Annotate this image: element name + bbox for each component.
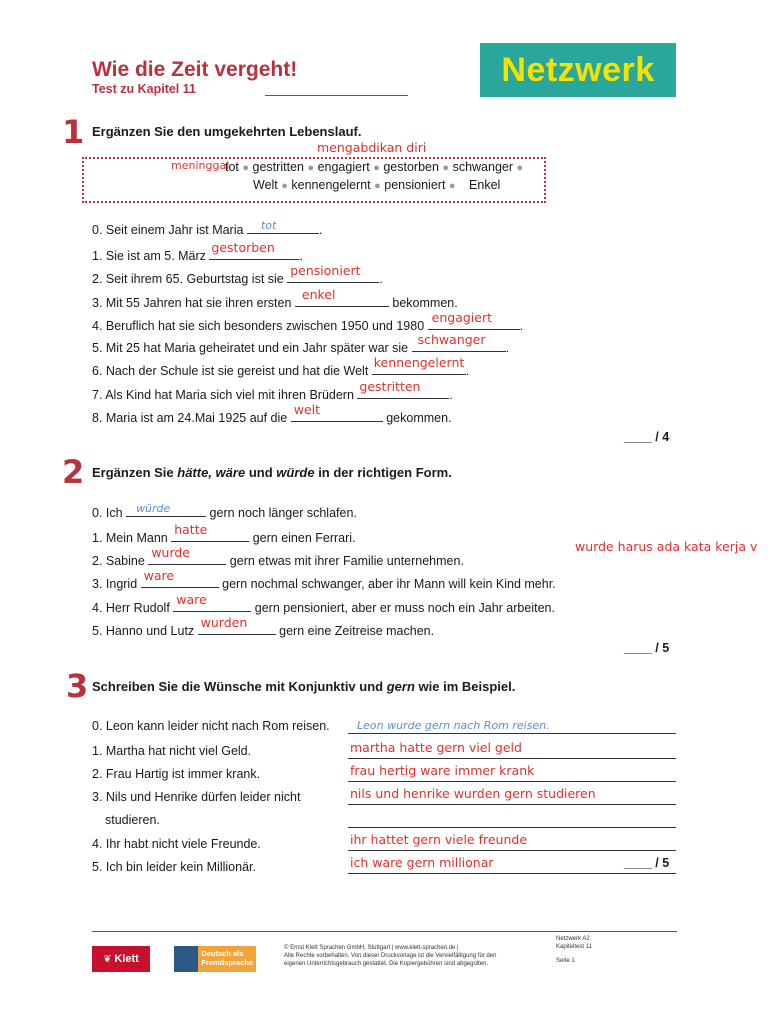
exercise-1-item-4 (92, 310, 524, 333)
item-text: 5. Hanno und Lutz (92, 624, 195, 638)
exercise-2-item-2 (92, 545, 464, 568)
answer-blank[interactable] (171, 522, 249, 542)
bullet-icon: ● (516, 162, 524, 174)
handwritten-answer: ihr hattet gern viele freunde (350, 832, 528, 847)
answer-line[interactable] (348, 873, 676, 874)
answer-blank[interactable] (141, 568, 219, 588)
answer-blank[interactable] (295, 287, 389, 307)
section-3-score: ____ / 5 (624, 856, 670, 870)
item-text: 2. Sabine (92, 554, 145, 568)
answer-blank[interactable] (209, 240, 299, 260)
item-text: 3. Ingrid (92, 577, 138, 591)
word-box-word: engagiert (317, 160, 370, 174)
item-text: . (379, 272, 383, 286)
answer-line[interactable] (348, 850, 676, 851)
word-box-word: pensioniert (384, 178, 446, 192)
exercise-3-item-3: 3. Nils und Henrike dürfen leider nicht (92, 790, 301, 804)
answer-blank[interactable] (287, 263, 379, 283)
item-text: gern noch länger schlafen. (209, 506, 357, 520)
handwritten-answer: Leon wurde gern nach Rom reisen. (357, 719, 550, 732)
answer-blank[interactable] (357, 379, 449, 399)
handwritten-note-top: mengabdikan diri (317, 140, 427, 155)
exercise-1-item-3 (92, 287, 458, 310)
exercise-3-item-3-cont: studieren. (105, 813, 160, 827)
daf-logo-text (198, 946, 256, 972)
handwritten-answer: ware (143, 568, 175, 583)
item-text: 8. Maria ist am 24.Mai 1925 auf die (92, 411, 288, 425)
question-emphasis: hätte, wäre (177, 465, 246, 480)
item-text: 2. Seit ihrem 65. Geburtstag ist sie (92, 272, 284, 286)
handwritten-answer: wurde (151, 545, 191, 560)
daf-line-2: Fremdsprache (201, 958, 253, 967)
copyright-line: Alle Rechte vorbehalten. Von dieser Druckvorlage ist die Vervielfältigung für den (284, 953, 497, 959)
handwritten-side-note: wurde harus ada kata kerja v (575, 539, 758, 554)
exercise-3-item-0: 0. Leon kann leider nicht nach Rom reisen. (92, 719, 330, 733)
exercise-3-item-2: 2. Frau Hartig ist immer krank. (92, 767, 261, 781)
handwritten-note-left: meninggal (171, 159, 230, 172)
answer-blank[interactable] (428, 310, 520, 330)
item-text: . (505, 341, 510, 355)
item-text: . (449, 388, 453, 402)
item-text: . (299, 249, 303, 263)
handwritten-answer: gestorben (211, 240, 275, 255)
exercise-2-item-5 (92, 615, 435, 638)
section-3-question (92, 679, 515, 694)
bullet-icon: ● (373, 162, 380, 174)
item-text: gern eine Zeitreise machen. (279, 624, 435, 638)
exercise-2-item-1 (92, 522, 356, 545)
handwritten-answer: ich ware gern millionar (350, 855, 494, 870)
netzwerk-logo: Netzwerk (480, 43, 676, 97)
exercise-2-item-4 (92, 592, 555, 615)
handwritten-answer: wurden (200, 615, 248, 630)
item-text: gern nochmal schwanger, aber ihr Mann will kein Kind mehr. (222, 577, 556, 591)
exercise-1-item-7 (92, 379, 453, 402)
answer-blank[interactable] (412, 332, 506, 352)
answer-blank[interactable] (291, 402, 383, 422)
answer-line[interactable] (348, 733, 676, 734)
section-2-number: 2 (62, 453, 85, 491)
handwritten-answer: tot (260, 219, 277, 232)
handwritten-answer: enkel (301, 287, 336, 302)
answer-blank[interactable] (247, 219, 319, 234)
question-text: wie im Beispiel. (418, 679, 516, 694)
name-line (265, 95, 408, 96)
handwritten-answer: kennengelernt (373, 355, 465, 370)
daf-logo-block (174, 946, 198, 972)
item-text: 3. Mit 55 Jahren hat sie ihren ersten (92, 296, 292, 310)
answer-line[interactable] (348, 804, 676, 805)
copyright-line: eigenen Unterrichtsgebrauch gestattet. Die Kopiergebühren sind abgegolten. (284, 961, 489, 967)
answer-blank[interactable] (126, 502, 206, 517)
question-text: Schreiben Sie die Wünsche mit Konjunktiv und (92, 679, 384, 694)
item-text: gern pensioniert, aber er muss noch ein Jahr arbeiten. (254, 601, 555, 615)
section-1-score: ____ / 4 (624, 430, 670, 444)
exercise-1-item-0 (92, 219, 322, 237)
handwritten-answer: martha hatte gern viel geld (350, 740, 522, 755)
bullet-icon: ● (442, 162, 450, 174)
word-box-word: tot (225, 160, 239, 174)
item-text: 0. Ich (92, 506, 123, 520)
item-text: 4. Beruflich hat sie sich besonders zwischen 1950 und 1980 (92, 319, 425, 333)
answer-blank[interactable] (173, 592, 251, 612)
copyright-block (284, 944, 496, 968)
item-text: 1. Mein Mann (92, 531, 168, 545)
bullet-icon: ● (281, 180, 288, 192)
section-2-score: ____ / 5 (624, 641, 670, 655)
footer-meta-line: Netzwerk A2 (556, 936, 590, 942)
handwritten-answer: nils und henrike wurden gern studieren (350, 786, 596, 801)
item-text: . (465, 364, 470, 378)
question-emphasis: würde (276, 465, 315, 480)
answer-blank[interactable] (372, 355, 466, 375)
item-text: gern einen Ferrari. (252, 531, 356, 545)
exercise-1-item-8 (92, 402, 452, 425)
answer-line[interactable] (348, 781, 676, 782)
klett-icon: ❦ (103, 954, 115, 965)
item-text: 5. Mit 25 hat Maria geheiratet und ein Jahr später war sie (92, 341, 409, 355)
handwritten-answer: engagiert (431, 310, 492, 325)
question-emphasis: gern (386, 679, 415, 694)
item-text: 7. Als Kind hat Maria sich viel mit ihren Brüdern (92, 388, 354, 402)
exercise-1-item-1 (92, 240, 303, 263)
word-box-word: Welt (253, 178, 278, 192)
word-box-word: schwanger (452, 160, 514, 174)
word-box-word: kennengelernt (291, 178, 371, 192)
footer-divider (92, 931, 677, 932)
bullet-icon: ● (307, 162, 315, 174)
handwritten-answer: hatte (174, 522, 208, 537)
bullet-icon: ● (242, 162, 250, 174)
question-text: in der richtigen Form. (318, 465, 452, 480)
exercise-2-item-3 (92, 568, 556, 591)
handwritten-answer: würde (136, 502, 171, 515)
exercise-3-item-1: 1. Martha hat nicht viel Geld. (92, 744, 252, 758)
exercise-2-item-0 (92, 502, 357, 520)
item-text: 0. Seit einem Jahr ist Maria (92, 223, 244, 237)
item-text: bekommen. (392, 296, 458, 310)
item-text: gekommen. (386, 411, 452, 425)
answer-line[interactable] (348, 758, 676, 759)
exercise-1-item-5 (92, 332, 510, 355)
klett-logo-text: Klett (114, 953, 139, 965)
handwritten-answer: pensioniert (290, 263, 361, 278)
page-number: Seite 1 (556, 958, 575, 964)
footer-meta (556, 935, 592, 965)
answer-blank[interactable] (148, 545, 226, 565)
handwritten-answer: schwanger (417, 332, 486, 347)
handwritten-answer: frau hertig ware immer krank (350, 763, 535, 778)
page-subtitle: Test zu Kapitel 11 (92, 82, 196, 96)
exercise-3-item-4: 4. Ihr habt nicht viele Freunde. (92, 837, 261, 851)
answer-blank[interactable] (198, 615, 276, 635)
page-title: Wie die Zeit vergeht! (92, 58, 298, 81)
section-2-question (92, 465, 452, 480)
item-text: 6. Nach der Schule ist sie gereist und hat die Welt (92, 364, 369, 378)
item-text: . (519, 319, 524, 333)
exercise-3-item-5: 5. Ich bin leider kein Millionär. (92, 860, 256, 874)
word-box-word: gestritten (252, 160, 304, 174)
word-box-word: Enkel (469, 178, 501, 192)
item-text: . (318, 223, 323, 237)
copyright-line: © Ernst Klett Sprachen GmbH, Stuttgart | www.klett-sprachen.de | (284, 945, 459, 951)
word-box (82, 157, 546, 203)
exercise-1-item-2 (92, 263, 383, 286)
section-3-number: 3 (66, 667, 89, 705)
word-box-word: gestorben (383, 160, 439, 174)
daf-logo (174, 946, 256, 972)
answer-line[interactable] (348, 827, 676, 828)
handwritten-answer: ware (176, 592, 207, 607)
question-text: und (248, 465, 273, 480)
word-box-row-1 (225, 160, 523, 174)
exercise-1-item-6 (92, 355, 470, 378)
bullet-icon: ● (374, 180, 381, 192)
footer-meta-line: Kapiteltest 11 (556, 944, 592, 950)
item-text: gern etwas mit ihrer Familie unternehmen. (229, 554, 464, 568)
handwritten-answer: welt (293, 402, 321, 417)
section-1-number: 1 (62, 113, 85, 151)
section-1-question: Ergänzen Sie den umgekehrten Lebenslauf. (92, 124, 362, 139)
handwritten-answer: gestritten (359, 379, 421, 394)
question-text: Ergänzen Sie (92, 465, 174, 480)
item-text: 4. Herr Rudolf (92, 601, 170, 615)
bullet-icon: ● (448, 180, 456, 192)
item-text: 1. Sie ist am 5. März (92, 249, 206, 263)
daf-line-1: Deutsch als (201, 949, 244, 958)
klett-logo (92, 946, 150, 972)
word-box-row-2 (253, 178, 500, 192)
